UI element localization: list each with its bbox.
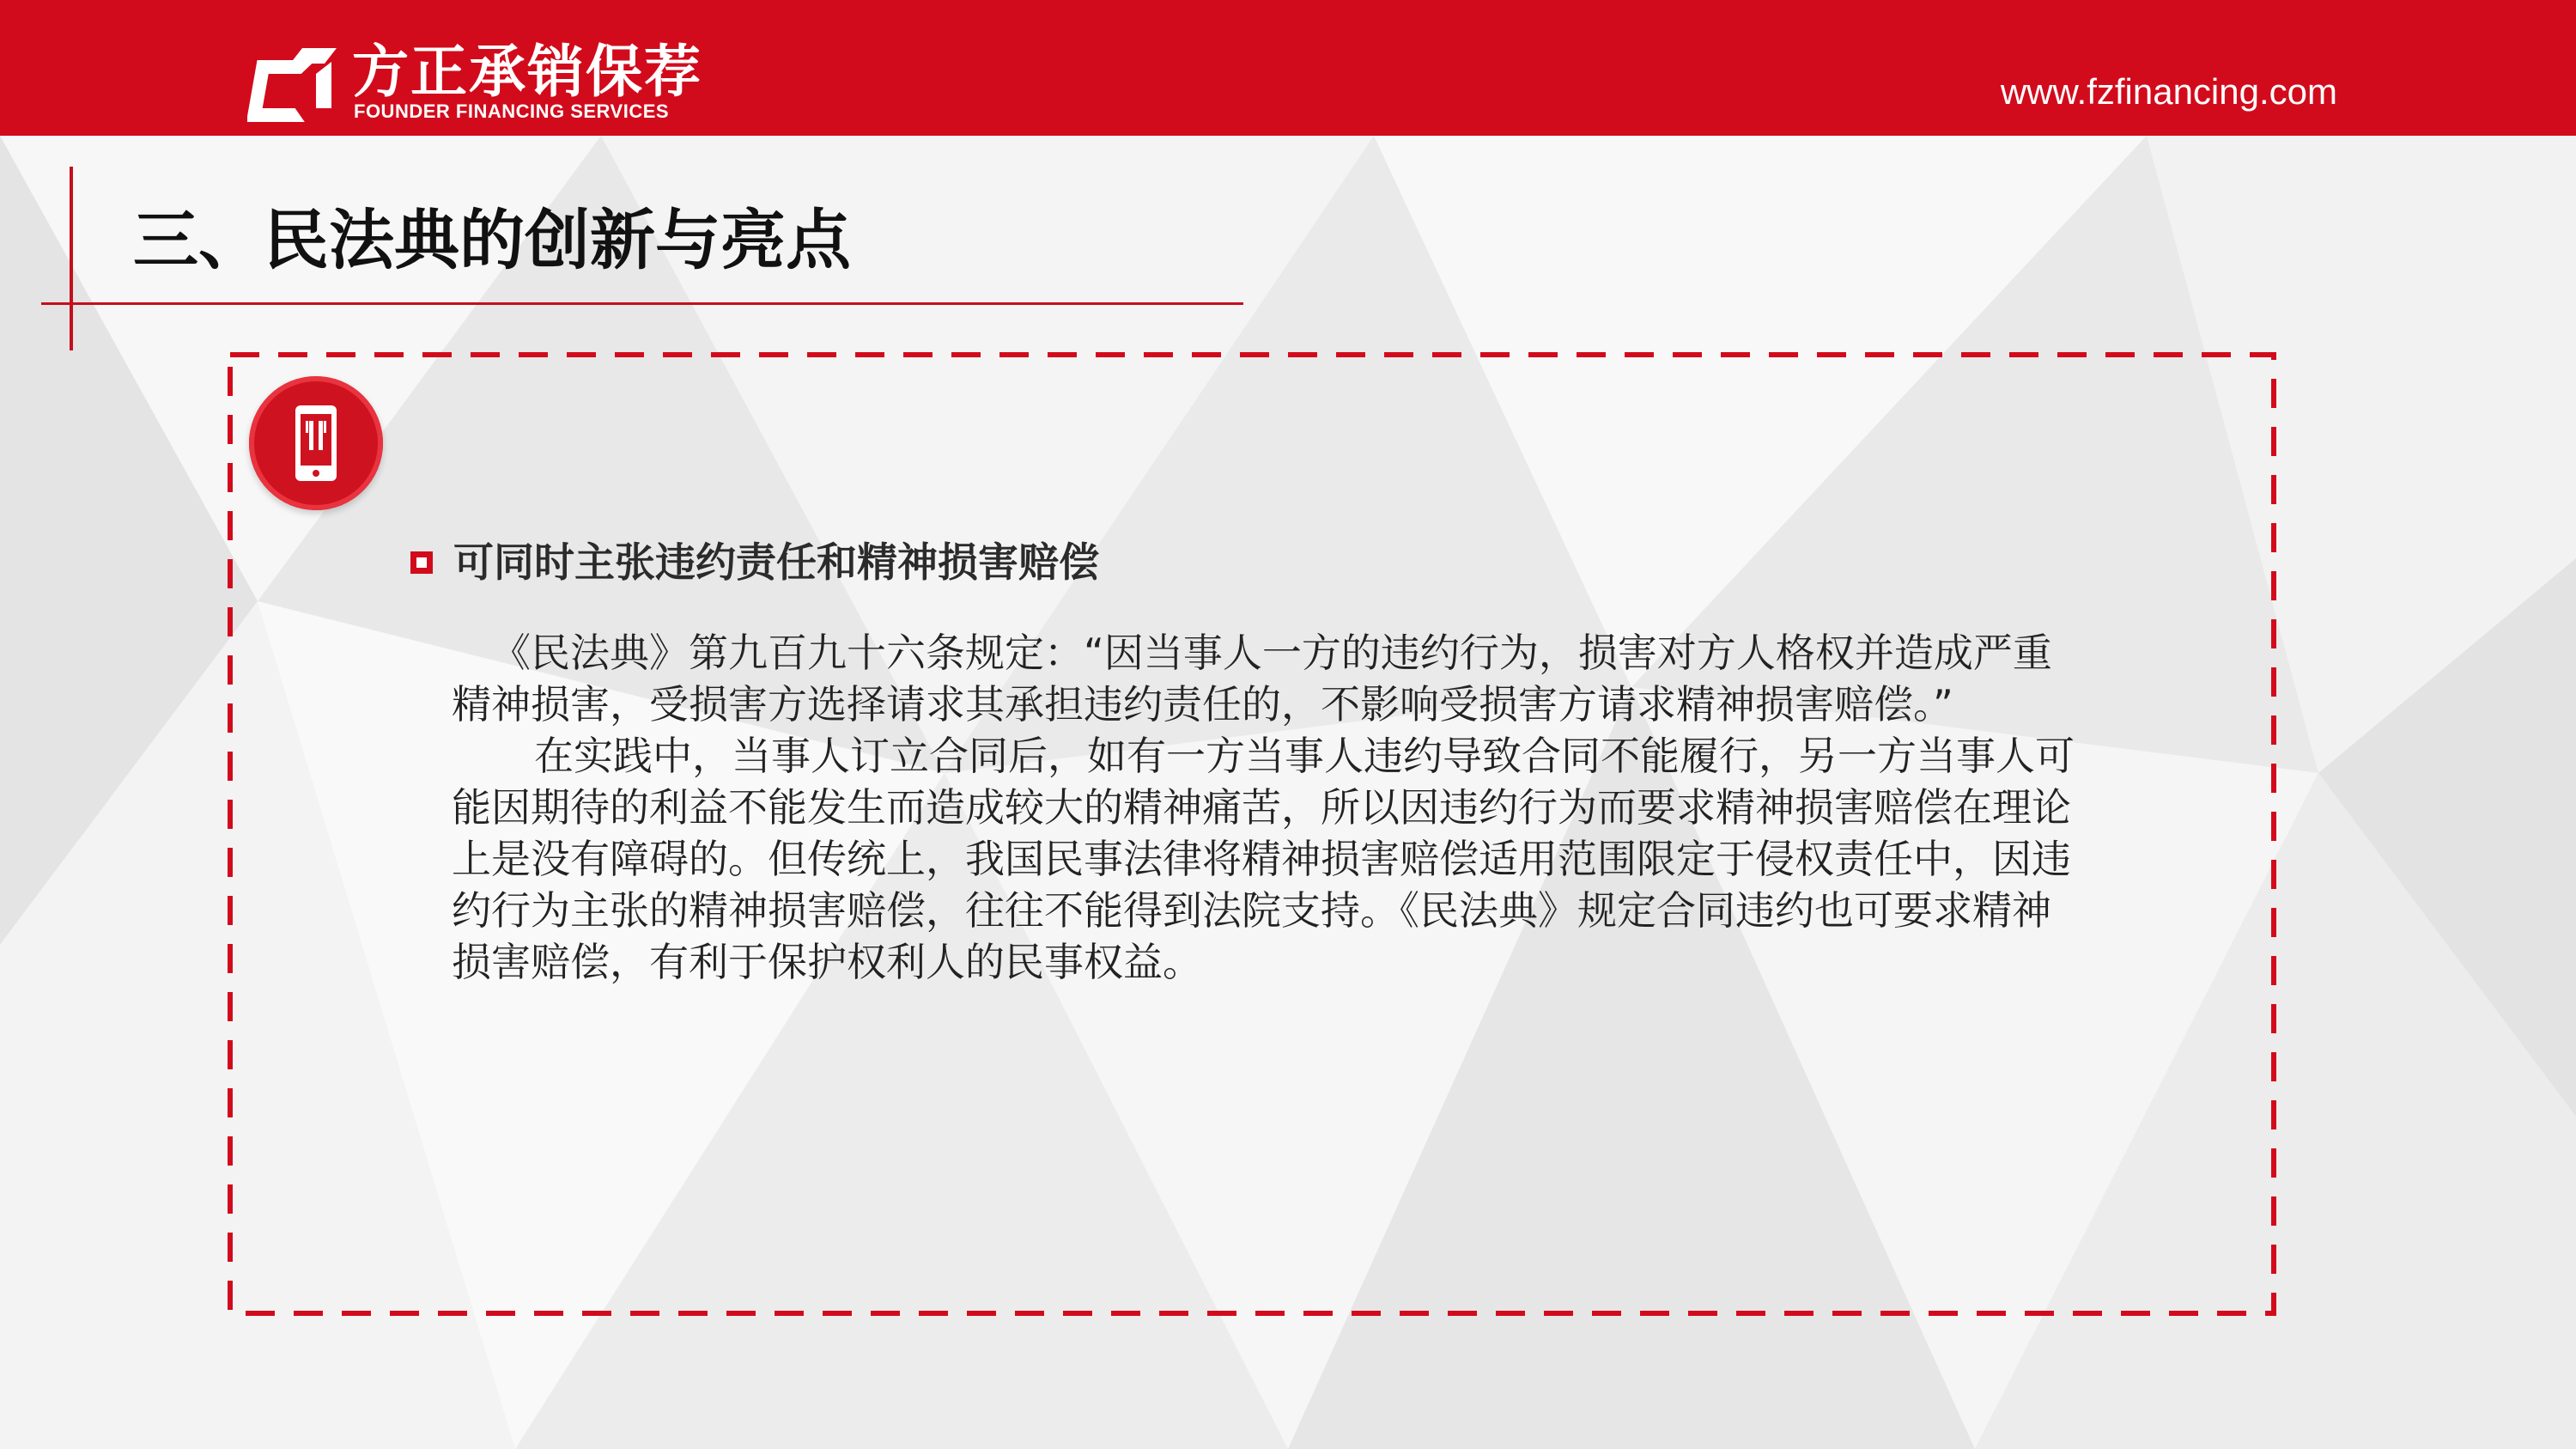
paragraph-practice: 在实践中，当事人订立合同后，如有一方当事人违约导致合同不能履行，另一方当事人可能因期待的利益不能发生而造成较大的精神痛苦，所以因违约行为而要求精神损害赔偿在理论上是没有障碍的。但传统上，我国民事法律将精神损害赔偿适用范围限定于侵权责任中，因违约行为主张的精神损害赔偿，往往不能得到法院支持。《民法典》规定合同违约也可要求精神损害赔偿，有利于保护权利人的民事权益。	[452, 733, 2075, 985]
mobile-phone-icon	[249, 376, 383, 510]
title-vertical-rule	[70, 167, 73, 350]
badge-circle	[249, 376, 383, 510]
page-title: 三、民法典的创新与亮点	[133, 202, 851, 278]
brand-name-cn: 方正承销保荐	[352, 39, 702, 105]
title-horizontal-rule	[41, 302, 1243, 305]
paragraph-article-996: 《民法典》第九百九十六条规定：“因当事人一方的违约行为，损害对方人格权并造成严重精神损害，受损害方选择请求其承担违约责任的，不影响受损害方请求精神损害赔偿。”	[452, 630, 2052, 728]
section-heading: 可同时主张违约责任和精神损害赔偿	[453, 539, 1099, 587]
hollow-square-icon	[410, 551, 433, 574]
website-url[interactable]: www.fzfinancing.com	[2000, 71, 2337, 112]
body-text	[452, 627, 2083, 988]
founder-logo-icon	[247, 48, 337, 122]
header-bar	[0, 0, 2576, 136]
brand-name-en: FOUNDER FINANCING SERVICES	[354, 100, 670, 122]
